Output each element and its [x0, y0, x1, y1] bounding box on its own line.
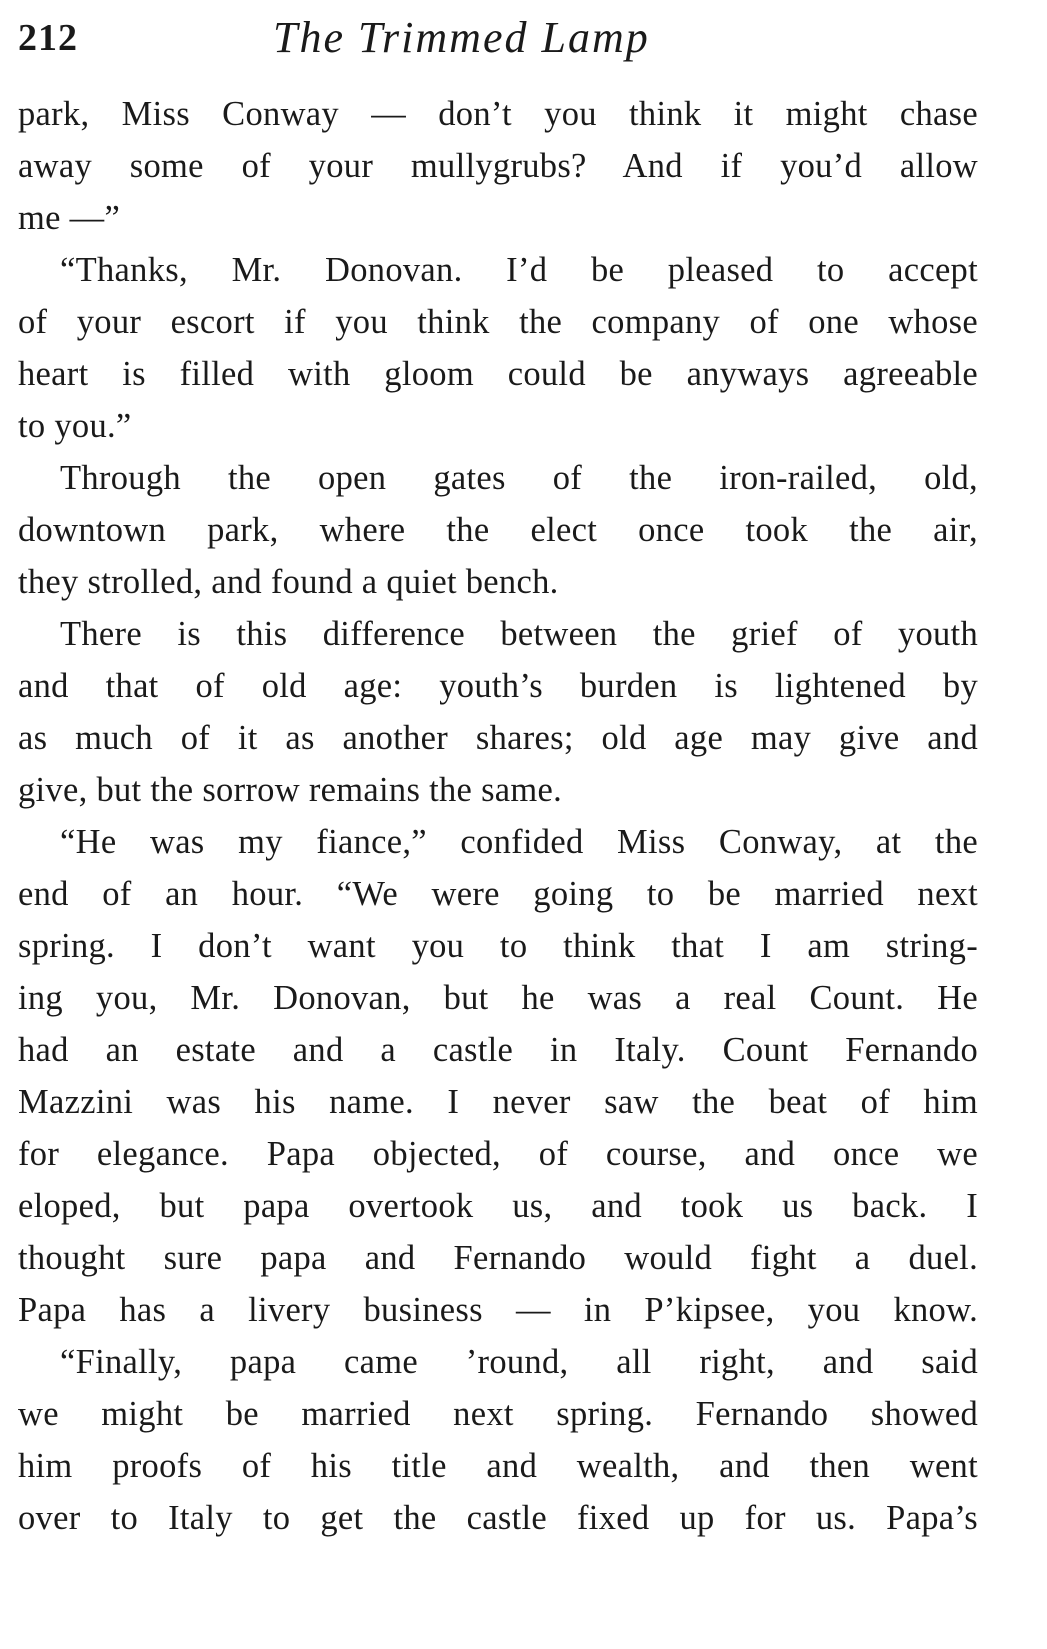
text-line: they strolled, and found a quiet bench. [18, 563, 559, 601]
text-line: Papa has a livery business — in P’kipsee, you know. [18, 1291, 978, 1329]
page-number: 212 [18, 17, 78, 59]
page-header [18, 10, 1018, 80]
text-line: away some of your mullygrubs? And if you’d allow [18, 147, 978, 185]
text-line: eloped, but papa overtook us, and took us back. I [18, 1187, 978, 1225]
text-line: end of an hour. “We were going to be married next [18, 875, 978, 913]
text-line: Mazzini was his name. I never saw the beat of him [18, 1083, 978, 1121]
text-line: thought sure papa and Fernando would fight a duel. [18, 1239, 978, 1277]
text-line: had an estate and a castle in Italy. Count Fernando [18, 1031, 978, 1069]
body-text [18, 88, 978, 1544]
text-line: him proofs of his title and wealth, and then went [18, 1447, 978, 1485]
text-line: Through the open gates of the iron-railed, old, [60, 459, 978, 497]
text-line: heart is filled with gloom could be anyways agreeable [18, 355, 978, 393]
text-line: “Finally, papa came ’round, all right, and said [60, 1343, 978, 1381]
text-line: over to Italy to get the castle fixed up for us. Papa’s [18, 1499, 978, 1537]
text-line: downtown park, where the elect once took the air, [18, 511, 978, 549]
text-line: “Thanks, Mr. Donovan. I’d be pleased to accept [60, 251, 978, 289]
text-line: park, Miss Conway — don’t you think it might chase [18, 95, 978, 133]
text-line: to you.” [18, 407, 132, 445]
running-title: The Trimmed Lamp [273, 13, 650, 62]
text-line: me —” [18, 199, 121, 237]
text-line: we might be married next spring. Fernando showed [18, 1395, 978, 1433]
text-line: for elegance. Papa objected, of course, and once we [18, 1135, 978, 1173]
text-line: of your escort if you think the company of one whose [18, 303, 978, 341]
text-line: as much of it as another shares; old age may give and [18, 719, 978, 757]
text-line: “He was my fiance,” confided Miss Conway, at the [60, 823, 978, 861]
text-line: ing you, Mr. Donovan, but he was a real Count. He [18, 979, 978, 1017]
text-line: There is this difference between the grief of youth [60, 615, 978, 653]
text-line: give, but the sorrow remains the same. [18, 771, 563, 809]
text-line: and that of old age: youth’s burden is lightened by [18, 667, 978, 705]
text-line: spring. I don’t want you to think that I am string- [18, 927, 978, 965]
